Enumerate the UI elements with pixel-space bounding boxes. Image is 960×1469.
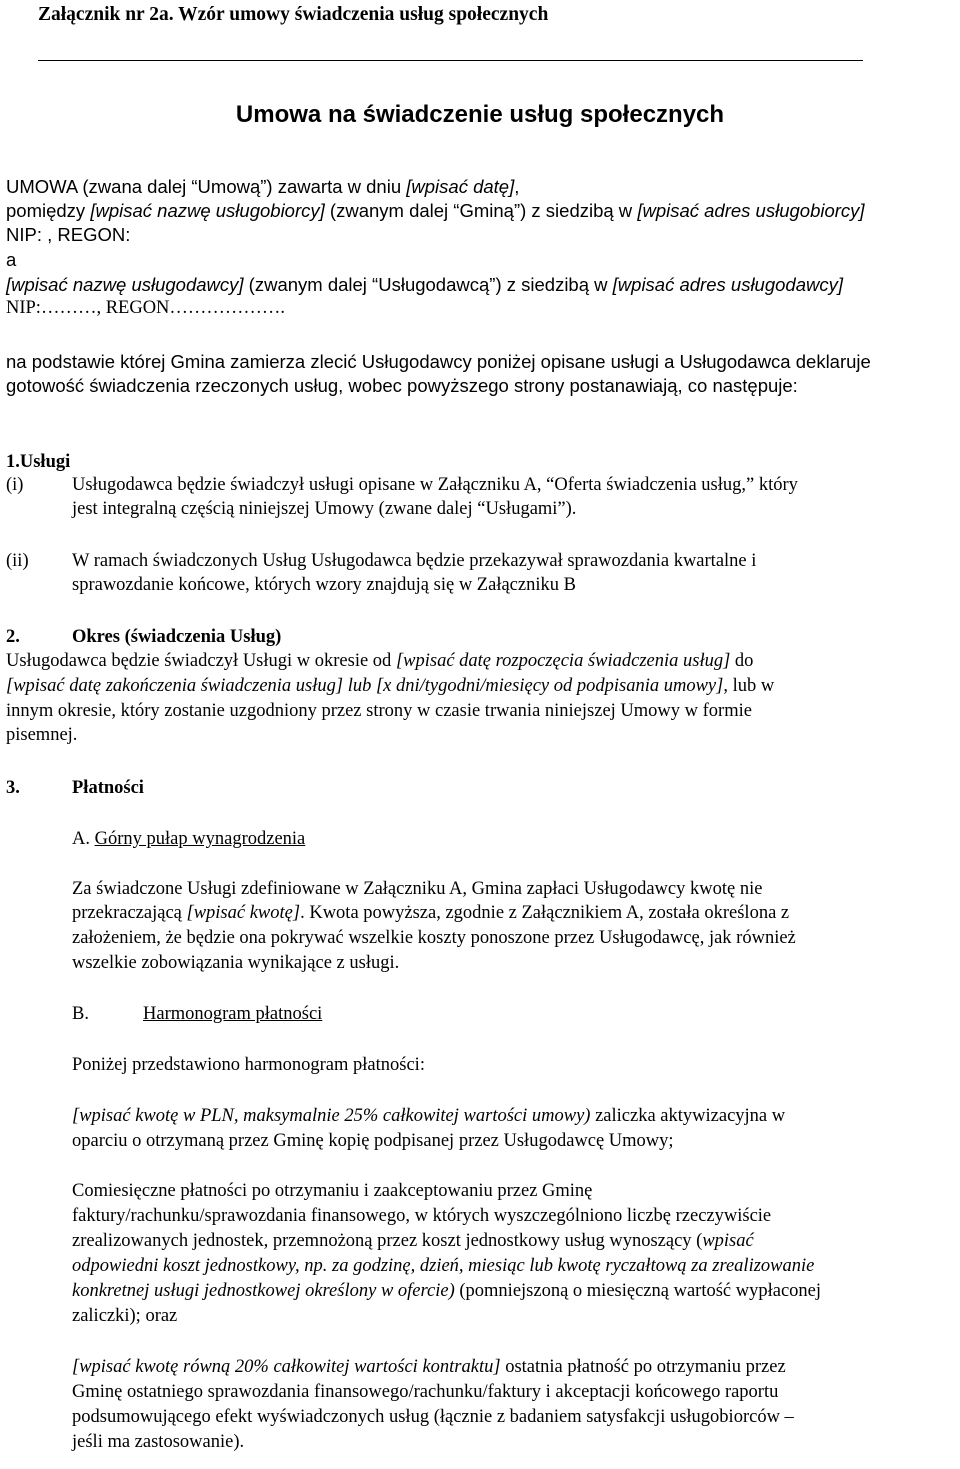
payment-2-line-6: zaliczki); oraz: [72, 1306, 178, 1326]
item-1-number: (i): [6, 475, 24, 495]
section-2-heading: Okres (świadczenia Usług): [72, 627, 282, 647]
section-3-heading: Płatności: [72, 778, 144, 798]
text: UMOWA (zwana dalej “Umową”) zawarta w dniu: [6, 176, 407, 197]
parties-line-5: [6, 272, 843, 297]
text: (zwanym dalej “Usługodawcą”) z siedzibą w: [243, 274, 613, 295]
item-2-line-2: sprawozdanie końcowe, których wzory znajdują się w Załączniku B: [72, 575, 576, 595]
subsection-a-label: A.: [72, 829, 90, 849]
item-1-line-2: jest integralną częścią niniejszej Umowy (zwane dalej “Usługami”).: [72, 499, 577, 519]
payment-3-line-1: [72, 1355, 786, 1380]
parties-line-6: NIP:………, REGON……………….: [6, 298, 286, 318]
section-2-line-2: [6, 674, 774, 699]
text: przekraczającą: [72, 903, 187, 923]
payment-2-line-4: odpowiedni koszt jednostkowy, np. za godzinę, dzień, miesiąc lub kwotę ryczałtową za zrealizowanie: [72, 1256, 815, 1276]
payment-3-line-4: jeśli ma zastosowanie).: [72, 1432, 245, 1452]
parties-line-2: [6, 198, 865, 223]
item-2-line-1: W ramach świadczonych Usług Usługodawca będzie przekazywał sprawozdania kwartalne i: [72, 551, 757, 571]
section-2-line-3: innym okresie, który zostanie uzgodniony przez strony w czasie trwania niniejszej Umowy w formie: [6, 701, 752, 721]
item-1-line-1: Usługodawca będzie świadczył usługi opisane w Załączniku A, “Oferta świadczenia usług,” który: [72, 475, 798, 495]
section-2-line-4: pisemnej.: [6, 725, 78, 745]
placeholder-end-date: [wpisać datę zakończenia świadczenia usług] lub [x dni/tygodni/miesięcy od podpisania umowy]: [6, 676, 724, 696]
payment-1-line-1: [72, 1104, 785, 1129]
subsection-b-intro: Poniżej przedstawiono harmonogram płatności:: [72, 1055, 425, 1075]
text: pomiędzy: [6, 200, 91, 221]
payment-2-line-5: [72, 1279, 821, 1304]
parties-line-4: a: [6, 249, 17, 270]
payment-2-line-1: Comiesięczne płatności po otrzymaniu i zaakceptowaniu przez Gminę: [72, 1181, 593, 1201]
subsection-a-line-3: założeniem, że będzie ona pokrywać wszelkie koszty ponoszone przez Usługodawcę, jak również: [72, 928, 796, 948]
subsection-b-title: Harmonogram płatności: [143, 1004, 323, 1024]
text: . Kwota powyższa, zgodnie z Załącznikiem A, została określona z: [300, 903, 790, 923]
placeholder-provider-address: [wpisać adres usługodawcy]: [612, 274, 843, 295]
section-3-number: 3.: [6, 778, 20, 798]
section-1-heading: 1.Usługi: [6, 452, 71, 472]
placeholder-date: [wpisać datę]: [406, 176, 515, 197]
payment-3-line-2: Gminę ostatniego sprawozdania finansowego/rachunku/faktury i akceptacji końcowego raportu: [72, 1382, 779, 1402]
item-2-number: (ii): [6, 551, 29, 571]
payment-2-line-3: [72, 1229, 754, 1254]
text: ,: [514, 176, 520, 197]
section-2-line-1: [6, 649, 753, 674]
subsection-a-line-2: [72, 901, 789, 926]
text: Usługodawca będzie świadczył Usługi w okresie od: [6, 651, 396, 671]
text: (pomniejszoną o miesięczną wartość wypłaconej: [454, 1281, 822, 1301]
placeholder-provider-name: [wpisać nazwę usługodawcy]: [6, 274, 244, 295]
annex-header: Załącznik nr 2a. Wzór umowy świadczenia usług społecznych: [38, 4, 549, 25]
placeholder-amount: [wpisać kwotę]: [186, 903, 301, 923]
placeholder-client-name: [wpisać nazwę usługobiorcy]: [90, 200, 325, 221]
placeholder-client-address: [wpisać adres usługobiorcy]: [637, 200, 865, 221]
text: zaliczka aktywizacyjna w: [590, 1106, 786, 1126]
intro-line-1: na podstawie której Gmina zamierza zlecić Usługodawcy poniżej opisane usługi a Usługodawca deklaruje: [6, 351, 871, 372]
section-2-number: 2.: [6, 627, 20, 647]
subsection-a-line-4: wszelkie zobowiązania wynikające z usługi.: [72, 953, 400, 973]
subsection-a-line-1: Za świadczone Usługi zdefiniowane w Załączniku A, Gmina zapłaci Usługodawcy kwotę nie: [72, 879, 763, 899]
payment-1-line-2: oparciu o otrzymaną przez Gminę kopię podpisanej przez Usługodawcę Umowy;: [72, 1131, 674, 1151]
payment-3-line-3: podsumowującego efekt wyświadczonych usług (łącznie z badaniem satysfakcji usługobiorców –: [72, 1407, 794, 1427]
parties-line-1: [6, 174, 519, 199]
placeholder-unit-cost-cont: konkretnej usługi jednostkowej określony w ofercie): [72, 1281, 455, 1301]
payment-2-line-2: faktury/rachunku/sprawozdania finansowego, w których wyszczególniono liczbę rzeczywiście: [72, 1206, 772, 1226]
parties-line-3: NIP: , REGON:: [6, 224, 131, 245]
placeholder-unit-cost: wpisać: [702, 1231, 754, 1251]
text: do: [730, 651, 754, 671]
document-title: Umowa na świadczenie usług społecznych: [235, 101, 725, 128]
text: zrealizowanych jednostek, przemnożoną przez koszt jednostkowy usług wynoszący (: [72, 1231, 703, 1251]
text: , lub w: [723, 676, 775, 696]
placeholder-final-amount: [wpisać kwotę równą 20% całkowitej wartości kontraktu]: [72, 1357, 501, 1377]
header-rule: [38, 60, 863, 61]
text: (zwanym dalej “Gminą”) z siedzibą w: [324, 200, 638, 221]
intro-line-2: gotowość świadczenia rzeczonych usług, wobec powyższego strony postanawiają, co następuje:: [6, 375, 798, 396]
subsection-a-heading: [72, 827, 305, 852]
subsection-a-title: Górny pułap wynagrodzenia: [94, 829, 306, 849]
placeholder-start-date: [wpisać datę rozpoczęcia świadczenia usług]: [395, 651, 731, 671]
placeholder-advance-amount: [wpisać kwotę w PLN, maksymalnie 25% całkowitej wartości umowy): [72, 1106, 591, 1126]
text: ostatnia płatność po otrzymaniu przez: [500, 1357, 786, 1377]
subsection-b-label: B.: [72, 1004, 89, 1024]
